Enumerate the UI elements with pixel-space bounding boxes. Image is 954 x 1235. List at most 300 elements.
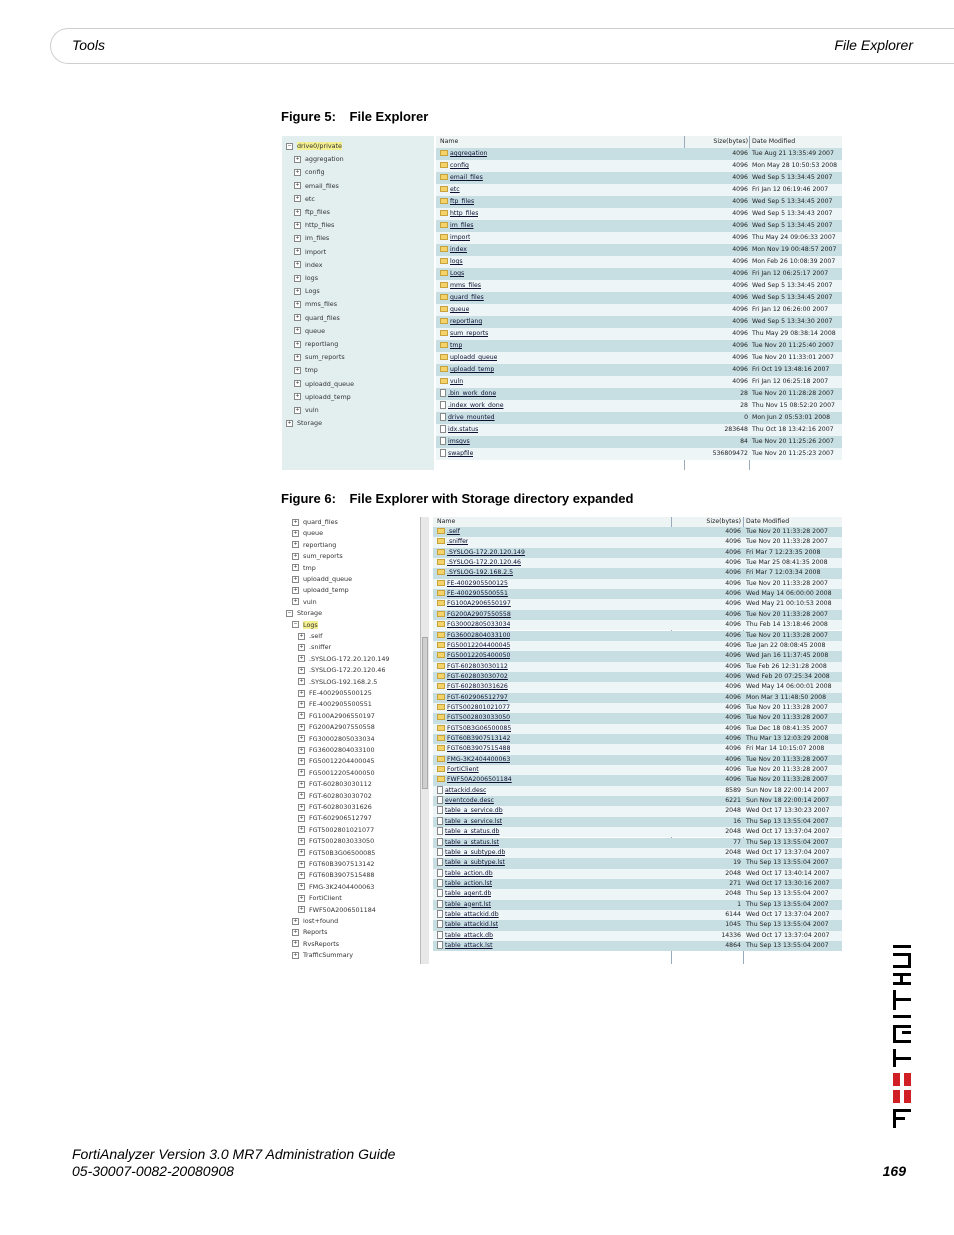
tree-node[interactable] xyxy=(298,745,375,755)
tree-node[interactable] xyxy=(292,597,317,607)
file-name-cell[interactable] xyxy=(440,172,483,184)
file-name-cell[interactable] xyxy=(437,537,468,547)
table-row[interactable] xyxy=(433,920,842,930)
file-name-cell[interactable] xyxy=(437,889,491,899)
table-row[interactable] xyxy=(433,879,842,889)
file-name[interactable]: uploadd_temp xyxy=(450,366,495,373)
file-name-cell[interactable] xyxy=(437,527,460,537)
file-name[interactable]: .bin_work_done xyxy=(448,390,497,397)
expand-icon[interactable]: + xyxy=(299,814,304,821)
tree-node[interactable] xyxy=(298,642,331,652)
expand-icon[interactable]: + xyxy=(293,564,298,571)
file-name[interactable]: etc xyxy=(450,186,460,193)
file-name-cell[interactable] xyxy=(437,620,510,630)
tree-node[interactable] xyxy=(298,677,377,687)
file-name[interactable]: table_action.lst xyxy=(445,879,493,887)
tree-node[interactable] xyxy=(294,392,351,402)
file-name-cell[interactable] xyxy=(437,931,493,941)
expand-icon[interactable]: + xyxy=(295,274,300,281)
file-name-cell[interactable] xyxy=(437,682,508,692)
expand-icon[interactable]: + xyxy=(299,632,304,639)
file-name-cell[interactable] xyxy=(437,662,508,672)
table-row[interactable] xyxy=(433,910,842,920)
tree-node[interactable] xyxy=(286,418,322,428)
file-name-cell[interactable] xyxy=(437,734,510,744)
table-row[interactable] xyxy=(433,827,842,837)
file-name-cell[interactable] xyxy=(440,280,481,292)
expand-icon[interactable]: + xyxy=(295,380,300,387)
tree-node[interactable] xyxy=(292,563,316,573)
tree-node[interactable] xyxy=(298,654,390,664)
file-name[interactable]: drive_mounted xyxy=(448,414,495,421)
expand-icon[interactable]: + xyxy=(295,406,300,413)
file-name[interactable]: table_attack.lst xyxy=(445,942,493,949)
file-name[interactable]: Logs xyxy=(450,270,465,277)
tree-node[interactable] xyxy=(298,802,372,812)
expand-icon[interactable]: + xyxy=(299,837,304,844)
table-row[interactable] xyxy=(433,537,842,547)
file-name-cell[interactable] xyxy=(437,817,502,827)
tree-node[interactable] xyxy=(294,167,325,177)
file-name[interactable]: logs xyxy=(450,258,463,265)
table-row[interactable] xyxy=(433,548,842,558)
tree-node[interactable] xyxy=(298,665,385,675)
table-row[interactable] xyxy=(436,244,842,256)
table-row[interactable] xyxy=(433,869,842,879)
expand-icon[interactable]: + xyxy=(295,195,300,202)
figure6-scroll-thumb[interactable] xyxy=(422,637,428,789)
table-row[interactable] xyxy=(436,232,842,244)
file-name-cell[interactable] xyxy=(437,579,508,589)
tree-node[interactable] xyxy=(298,848,375,858)
file-name-cell[interactable] xyxy=(440,448,473,460)
file-name[interactable]: FGT50B3G06500085 xyxy=(447,724,512,732)
file-name[interactable]: quard_files xyxy=(450,294,484,301)
table-row[interactable] xyxy=(433,889,842,899)
file-name-cell[interactable] xyxy=(437,827,500,837)
file-name-cell[interactable] xyxy=(437,879,492,889)
tree-node[interactable] xyxy=(294,181,339,191)
file-name[interactable]: FG50012205400050 xyxy=(447,652,511,660)
table-row[interactable] xyxy=(433,786,842,796)
table-row[interactable] xyxy=(433,775,842,785)
tree-node[interactable] xyxy=(294,339,338,349)
file-name[interactable]: table_attack.db xyxy=(445,931,494,939)
tree-node[interactable] xyxy=(298,859,374,869)
table-row[interactable] xyxy=(436,424,842,436)
file-name[interactable]: .SYSLOG-172.20.120.149 xyxy=(447,548,525,556)
file-name[interactable]: FE-4002905500551 xyxy=(447,590,508,598)
collapse-icon[interactable]: − xyxy=(293,621,298,628)
tree-node[interactable] xyxy=(298,882,374,892)
tree-node[interactable] xyxy=(298,870,374,880)
tree-node[interactable] xyxy=(294,313,340,323)
tree-node[interactable] xyxy=(292,620,318,630)
file-name-cell[interactable] xyxy=(437,610,511,620)
file-name-cell[interactable] xyxy=(440,220,474,232)
tree-node[interactable] xyxy=(298,768,375,778)
file-name-cell[interactable] xyxy=(437,910,499,920)
expand-icon[interactable]: + xyxy=(293,928,298,935)
table-row[interactable] xyxy=(433,806,842,816)
file-name[interactable]: http_files xyxy=(450,210,479,217)
file-name-cell[interactable] xyxy=(437,869,493,879)
tree-node[interactable] xyxy=(294,405,319,415)
tree-node[interactable] xyxy=(294,286,320,296)
tree-node[interactable] xyxy=(292,939,339,949)
table-row[interactable] xyxy=(436,448,842,460)
table-row[interactable] xyxy=(433,579,842,589)
file-name[interactable]: im_files xyxy=(450,222,474,229)
tree-node[interactable] xyxy=(298,813,372,823)
file-name-cell[interactable] xyxy=(440,400,504,412)
tree-node[interactable] xyxy=(294,220,334,230)
table-row[interactable] xyxy=(436,208,842,220)
table-row[interactable] xyxy=(436,184,842,196)
tree-node[interactable] xyxy=(294,352,345,362)
file-name[interactable]: FG36002804033100 xyxy=(447,631,511,639)
table-row[interactable] xyxy=(433,631,842,641)
file-name-cell[interactable] xyxy=(440,184,460,196)
tree-node[interactable] xyxy=(298,825,374,835)
column-header-name[interactable]: Name xyxy=(440,138,459,145)
expand-icon[interactable]: + xyxy=(299,689,304,696)
file-name[interactable]: attackid.desc xyxy=(445,786,487,794)
tree-node[interactable] xyxy=(298,905,376,915)
table-row[interactable] xyxy=(436,436,842,448)
table-row[interactable] xyxy=(436,364,842,376)
table-row[interactable] xyxy=(433,796,842,806)
table-row[interactable] xyxy=(436,412,842,424)
file-name[interactable]: FMG-3K2404400063 xyxy=(447,755,511,763)
table-row[interactable] xyxy=(433,724,842,734)
file-name-cell[interactable] xyxy=(440,412,495,424)
expand-icon[interactable]: + xyxy=(293,529,298,536)
expand-icon[interactable]: + xyxy=(295,353,300,360)
file-name[interactable]: FortiClient xyxy=(447,766,479,774)
file-name-cell[interactable] xyxy=(440,352,497,364)
file-name-cell[interactable] xyxy=(437,548,525,558)
tree-node[interactable] xyxy=(294,299,337,309)
tree-node[interactable] xyxy=(298,791,372,801)
file-name-cell[interactable] xyxy=(440,328,488,340)
tree-node[interactable] xyxy=(298,722,375,732)
table-row[interactable] xyxy=(433,734,842,744)
column-header-size[interactable]: Size(bytes) xyxy=(713,138,748,145)
expand-icon[interactable]: + xyxy=(299,792,304,799)
file-name-cell[interactable] xyxy=(440,364,494,376)
tree-node[interactable] xyxy=(286,141,342,151)
file-name-cell[interactable] xyxy=(440,292,484,304)
expand-icon[interactable]: + xyxy=(295,234,300,241)
expand-icon[interactable]: + xyxy=(299,723,304,730)
file-name-cell[interactable] xyxy=(437,838,499,848)
file-name-cell[interactable] xyxy=(437,672,508,682)
file-name[interactable]: idx.status xyxy=(448,426,479,433)
file-name-cell[interactable] xyxy=(437,848,505,858)
table-row[interactable] xyxy=(433,817,842,827)
expand-icon[interactable]: + xyxy=(295,300,300,307)
file-name[interactable]: aggregation xyxy=(450,150,488,157)
file-name-cell[interactable] xyxy=(440,304,469,316)
collapse-icon[interactable]: − xyxy=(287,609,292,616)
expand-icon[interactable]: + xyxy=(299,803,304,810)
file-name-cell[interactable] xyxy=(437,631,510,641)
file-name[interactable]: table_a_status.lst xyxy=(445,838,499,846)
expand-icon[interactable]: + xyxy=(293,598,298,605)
tree-node[interactable] xyxy=(294,365,318,375)
tree-node[interactable] xyxy=(294,379,354,389)
table-row[interactable] xyxy=(433,527,842,537)
table-row[interactable] xyxy=(436,160,842,172)
file-name-cell[interactable] xyxy=(440,244,467,256)
file-name[interactable]: .SYSLOG-192.168.2.5 xyxy=(447,569,514,577)
table-row[interactable] xyxy=(433,744,842,754)
expand-icon[interactable]: + xyxy=(295,168,300,175)
file-name-cell[interactable] xyxy=(440,148,487,160)
file-name[interactable]: FG200A2907550558 xyxy=(447,610,511,618)
file-name[interactable]: swapfile xyxy=(448,450,474,457)
expand-icon[interactable]: + xyxy=(295,221,300,228)
expand-icon[interactable]: + xyxy=(299,712,304,719)
file-name-cell[interactable] xyxy=(437,599,511,609)
file-name-cell[interactable] xyxy=(437,941,493,951)
table-row[interactable] xyxy=(433,838,842,848)
table-row[interactable] xyxy=(436,388,842,400)
file-name[interactable]: ftp_files xyxy=(450,198,475,205)
table-row[interactable] xyxy=(433,765,842,775)
tree-node[interactable] xyxy=(292,540,336,550)
expand-icon[interactable]: + xyxy=(295,366,300,373)
expand-icon[interactable]: + xyxy=(299,826,304,833)
expand-icon[interactable]: + xyxy=(293,917,298,924)
tree-node[interactable] xyxy=(294,154,344,164)
file-name[interactable]: FGT-602803031626 xyxy=(447,683,508,691)
file-name-cell[interactable] xyxy=(437,568,513,578)
file-name[interactable]: mms_files xyxy=(450,282,482,289)
file-name[interactable]: FG100A2906550197 xyxy=(447,600,511,608)
tree-node[interactable] xyxy=(292,517,338,527)
expand-icon[interactable]: + xyxy=(299,769,304,776)
table-row[interactable] xyxy=(436,304,842,316)
expand-icon[interactable]: + xyxy=(299,678,304,685)
file-name[interactable]: .self xyxy=(447,528,460,535)
tree-node[interactable] xyxy=(286,608,322,618)
tree-node[interactable] xyxy=(292,916,338,926)
table-row[interactable] xyxy=(436,316,842,328)
file-name[interactable]: FGT-602803030112 xyxy=(447,662,508,670)
expand-icon[interactable]: + xyxy=(299,780,304,787)
expand-icon[interactable]: + xyxy=(295,208,300,215)
file-name-cell[interactable] xyxy=(437,744,510,754)
file-name[interactable]: FGT60B3907513142 xyxy=(447,735,511,742)
file-name[interactable]: FE-4002905500125 xyxy=(447,579,508,587)
table-row[interactable] xyxy=(433,610,842,620)
file-name[interactable]: table_a_status.db xyxy=(445,828,500,836)
column-header-size[interactable]: Size(bytes) xyxy=(706,518,741,525)
expand-icon[interactable]: + xyxy=(293,586,298,593)
file-name-cell[interactable] xyxy=(440,424,478,436)
table-row[interactable] xyxy=(436,196,842,208)
file-name[interactable]: sum_reports xyxy=(450,330,489,337)
file-name[interactable]: reportlang xyxy=(450,318,483,325)
file-name[interactable]: .index_work_done xyxy=(448,402,504,409)
file-name[interactable]: eventcode.desc xyxy=(445,797,494,805)
file-name[interactable]: config xyxy=(450,162,469,169)
expand-icon[interactable]: + xyxy=(299,700,304,707)
table-row[interactable] xyxy=(433,858,842,868)
table-row[interactable] xyxy=(433,651,842,661)
expand-icon[interactable]: + xyxy=(295,393,300,400)
file-name-cell[interactable] xyxy=(437,651,510,661)
file-name-cell[interactable] xyxy=(437,775,512,785)
expand-icon[interactable]: + xyxy=(295,287,300,294)
file-name-cell[interactable] xyxy=(440,256,463,268)
file-name-cell[interactable] xyxy=(437,755,510,765)
file-name-cell[interactable] xyxy=(437,558,521,568)
file-name[interactable]: FG50012204400045 xyxy=(447,641,511,649)
table-row[interactable] xyxy=(433,558,842,568)
file-name[interactable]: FGT5002801021077 xyxy=(447,703,511,711)
figure6-tree-scrollbar[interactable] xyxy=(420,517,429,964)
file-name-cell[interactable] xyxy=(440,376,463,388)
expand-icon[interactable]: + xyxy=(293,940,298,947)
table-row[interactable] xyxy=(436,220,842,232)
file-name[interactable]: table_attackid.db xyxy=(445,910,499,918)
table-row[interactable] xyxy=(436,148,842,160)
table-row[interactable] xyxy=(436,400,842,412)
expand-icon[interactable]: + xyxy=(293,552,298,559)
table-row[interactable] xyxy=(433,848,842,858)
collapse-icon[interactable]: − xyxy=(287,142,292,149)
file-name-cell[interactable] xyxy=(437,693,508,703)
column-header-date[interactable]: Date Modified xyxy=(752,138,796,145)
file-name-cell[interactable] xyxy=(440,196,474,208)
expand-icon[interactable]: + xyxy=(287,419,292,426)
file-name-cell[interactable] xyxy=(437,796,494,806)
expand-icon[interactable]: + xyxy=(295,314,300,321)
tree-node[interactable] xyxy=(298,779,372,789)
file-name[interactable]: tmp xyxy=(450,342,463,349)
tree-node[interactable] xyxy=(292,950,353,960)
tree-node[interactable] xyxy=(294,207,330,217)
tree-node[interactable] xyxy=(298,734,375,744)
column-header-date[interactable]: Date Modified xyxy=(746,518,790,525)
file-name-cell[interactable] xyxy=(437,806,503,816)
table-row[interactable] xyxy=(433,672,842,682)
file-name-cell[interactable] xyxy=(437,786,486,796)
table-row[interactable] xyxy=(436,328,842,340)
file-name-cell[interactable] xyxy=(437,765,479,775)
tree-node[interactable] xyxy=(298,711,375,721)
expand-icon[interactable]: + xyxy=(299,666,304,673)
table-row[interactable] xyxy=(436,280,842,292)
expand-icon[interactable]: + xyxy=(299,643,304,650)
tree-node[interactable] xyxy=(292,528,323,538)
table-row[interactable] xyxy=(433,693,842,703)
file-name[interactable]: FG30002805033034 xyxy=(447,621,511,629)
file-name[interactable]: table_a_subtype.lst xyxy=(445,859,505,867)
tree-node[interactable] xyxy=(292,574,352,584)
table-row[interactable] xyxy=(433,641,842,651)
file-name[interactable]: .SYSLOG-172.20.120.46 xyxy=(447,559,521,567)
file-name-cell[interactable] xyxy=(440,208,478,220)
tree-node[interactable] xyxy=(298,893,342,903)
expand-icon[interactable]: + xyxy=(295,261,300,268)
table-row[interactable] xyxy=(436,256,842,268)
file-name[interactable]: FGT60B3907515488 xyxy=(447,745,511,753)
file-name[interactable]: table_agent.lst xyxy=(445,900,491,908)
expand-icon[interactable]: + xyxy=(299,757,304,764)
file-name-cell[interactable] xyxy=(440,232,470,244)
tree-node[interactable] xyxy=(294,247,326,257)
table-row[interactable] xyxy=(433,941,842,951)
file-name[interactable]: .sniffer xyxy=(447,538,469,546)
file-name-cell[interactable] xyxy=(437,589,508,599)
table-row[interactable] xyxy=(433,620,842,630)
tree-node[interactable] xyxy=(292,585,349,595)
expand-icon[interactable]: + xyxy=(293,575,298,582)
table-row[interactable] xyxy=(433,931,842,941)
table-row[interactable] xyxy=(433,713,842,723)
file-name[interactable]: table_a_subtype.db xyxy=(445,848,506,856)
file-name-cell[interactable] xyxy=(437,900,491,910)
table-row[interactable] xyxy=(433,568,842,578)
expand-icon[interactable]: + xyxy=(299,655,304,662)
expand-icon[interactable]: + xyxy=(299,735,304,742)
expand-icon[interactable]: + xyxy=(295,327,300,334)
tree-node[interactable] xyxy=(298,631,322,641)
file-name[interactable]: import xyxy=(450,234,471,241)
table-row[interactable] xyxy=(433,900,842,910)
expand-icon[interactable]: + xyxy=(295,182,300,189)
tree-node[interactable] xyxy=(294,233,329,243)
file-name-cell[interactable] xyxy=(437,713,510,723)
file-name[interactable]: email_files xyxy=(450,174,483,181)
file-name-cell[interactable] xyxy=(437,641,510,651)
tree-node[interactable] xyxy=(298,836,374,846)
expand-icon[interactable]: + xyxy=(295,155,300,162)
tree-node[interactable] xyxy=(298,688,372,698)
tree-node[interactable] xyxy=(294,194,315,204)
expand-icon[interactable]: + xyxy=(293,951,298,958)
expand-icon[interactable]: + xyxy=(295,340,300,347)
file-name-cell[interactable] xyxy=(440,436,470,448)
file-name[interactable]: uploadd_queue xyxy=(450,354,498,361)
expand-icon[interactable]: + xyxy=(299,906,304,913)
file-name-cell[interactable] xyxy=(437,858,505,868)
table-row[interactable] xyxy=(436,376,842,388)
file-name[interactable]: imsgvs xyxy=(448,438,470,445)
file-name[interactable]: FGT-602906512797 xyxy=(447,693,508,701)
table-row[interactable] xyxy=(433,755,842,765)
expand-icon[interactable]: + xyxy=(299,860,304,867)
table-row[interactable] xyxy=(433,662,842,672)
tree-node[interactable] xyxy=(294,260,322,270)
expand-icon[interactable]: + xyxy=(295,248,300,255)
file-name-cell[interactable] xyxy=(440,160,469,172)
table-row[interactable] xyxy=(436,292,842,304)
file-name[interactable]: FWF50A2006501184 xyxy=(447,776,512,784)
file-name-cell[interactable] xyxy=(440,268,464,280)
file-name[interactable]: table_a_service.db xyxy=(445,807,503,815)
tree-node[interactable] xyxy=(292,551,343,561)
file-name-cell[interactable] xyxy=(440,340,462,352)
tree-node[interactable] xyxy=(292,927,328,937)
expand-icon[interactable]: + xyxy=(299,883,304,890)
table-row[interactable] xyxy=(436,340,842,352)
expand-icon[interactable]: + xyxy=(299,746,304,753)
